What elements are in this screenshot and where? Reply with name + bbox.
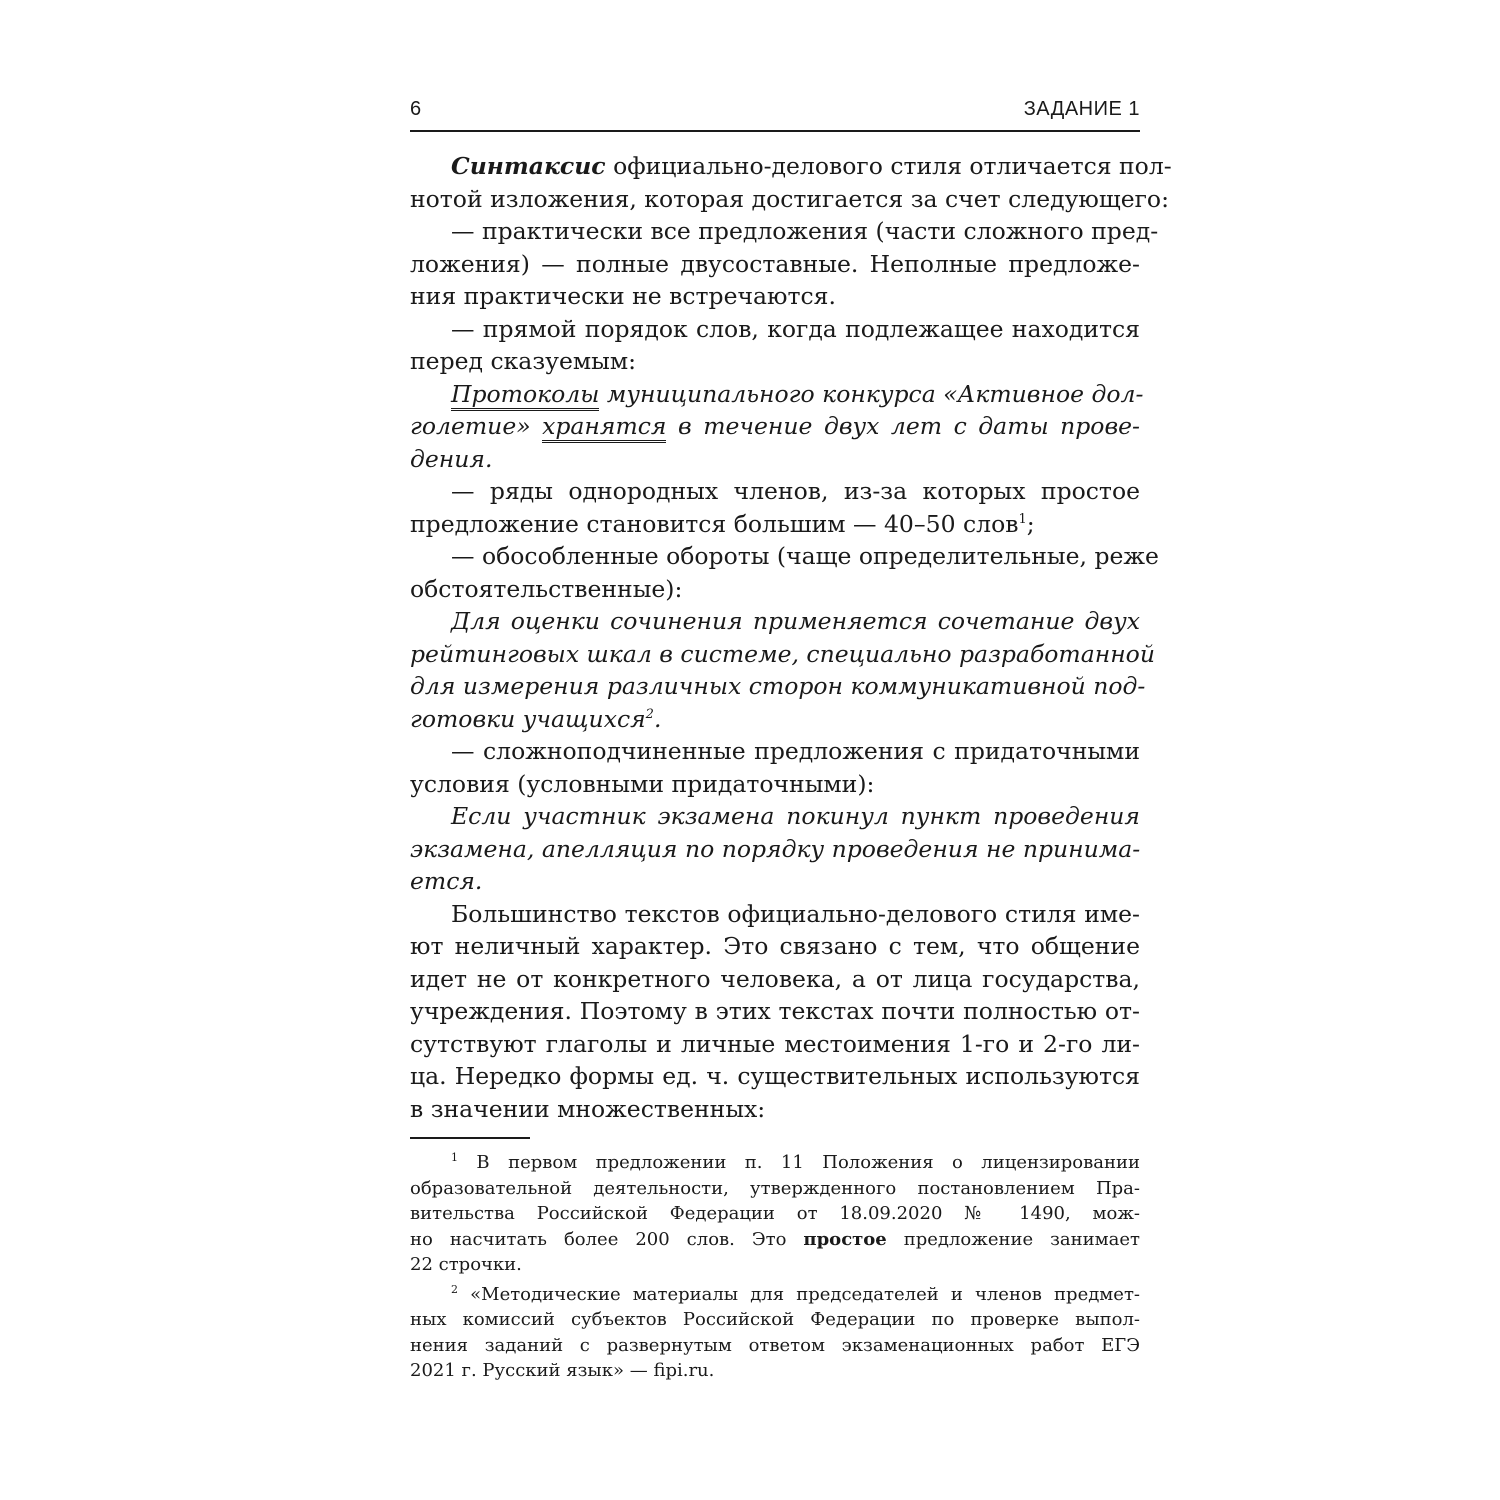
main-text xyxy=(410,150,1172,1125)
footnote-ref: 1 xyxy=(1018,511,1027,527)
text-fragment: в течение двух лет с даты прове- xyxy=(666,412,1140,440)
footnote-line xyxy=(410,1150,1140,1176)
text-fragment: «Методические материалы для председателей и членов предмет- xyxy=(458,1283,1140,1305)
underlined-predicate: хранятся xyxy=(542,412,666,443)
underlined-subject: Протоколы xyxy=(451,380,599,411)
example-line: дения. xyxy=(410,444,493,473)
text-line: условия (условными придаточными): xyxy=(410,769,875,798)
text-line: обстоятельственные): xyxy=(410,574,683,603)
text-line: нотой изложения, которая достигается за счет следующего: xyxy=(410,184,1169,213)
footnote-line xyxy=(410,1282,1140,1308)
example-line: рейтинговых шкал в системе, специально разработанной xyxy=(410,639,1155,668)
text-fragment: муниципального конкурса «Активное дол- xyxy=(599,379,1144,408)
footnote-divider xyxy=(410,1137,530,1139)
example-line xyxy=(410,703,1140,736)
text-fragment: готовки учащихся xyxy=(410,704,646,733)
footnote-line xyxy=(410,1227,1140,1253)
text-fragment: ; xyxy=(1026,509,1035,538)
text-line: — обособленные обороты (чаще определительные, реже xyxy=(451,542,1159,570)
bold-word: простое xyxy=(803,1228,887,1250)
text-fragment: но насчитать более 200 слов. Это xyxy=(410,1228,804,1250)
section-title: ЗАДАНИЕ 1 xyxy=(1023,98,1140,120)
text-line: сутствуют глаголы и личные местоимения 1-го и 2-го ли- xyxy=(410,1029,1140,1058)
text-line: — прямой порядок слов, когда подлежащее находится xyxy=(451,314,1140,343)
text-line: — практически все предложения (части сложного пред- xyxy=(451,217,1159,245)
text-line: ца. Нередко формы ед. ч. существительных используются xyxy=(410,1062,1140,1090)
text-line xyxy=(410,150,1172,183)
text-line: ложения) — полные двусоставные. Неполные предложе- xyxy=(410,249,1140,278)
example-line: Если участник экзамена покинул пункт проведения xyxy=(451,802,1140,830)
footnote-ref: 2 xyxy=(645,706,654,722)
footnote-line: ных комиссий субъектов Российской Федерации по проверке выпол- xyxy=(410,1309,1140,1330)
term-syntax: Синтаксис xyxy=(451,152,606,180)
text-fragment: В первом предложении п. 11 Положения о лицензировании xyxy=(458,1152,1140,1173)
text-fragment: предложение занимает xyxy=(886,1228,1140,1250)
example-line xyxy=(410,410,1140,443)
text-line: — сложноподчиненные предложения с придаточными xyxy=(451,737,1140,765)
text-line: в значении множественных: xyxy=(410,1094,766,1123)
text-line: ния практически не встречаются. xyxy=(410,282,836,310)
example-line: ется. xyxy=(410,867,483,895)
text-line: идет не от конкретного человека, а от лица государства, xyxy=(410,964,1140,993)
text-line xyxy=(410,508,1140,541)
text-line: Большинство текстов официально-делового стиля име- xyxy=(451,899,1140,928)
example-line xyxy=(410,378,1144,411)
footnote-line: 2021 г. Русский язык» — fipi.ru. xyxy=(410,1360,715,1381)
text-fragment: официально-делового стиля отличается пол- xyxy=(605,152,1172,180)
footnote-mark: 2 xyxy=(451,1282,458,1296)
text-line: перед сказуемым: xyxy=(410,347,637,375)
text-fragment: . xyxy=(653,704,662,733)
example-line: Для оценки сочинения применяется сочетание двух xyxy=(451,607,1140,635)
text-fragment: предложение становится большим — 40–50 слов xyxy=(410,509,1019,538)
page-header xyxy=(410,96,1140,132)
page-number: 6 xyxy=(410,98,422,120)
text-line: ют неличный характер. Это связано с тем, что общение xyxy=(410,932,1140,960)
example-line: экзамена, апелляция по порядку проведения не принима- xyxy=(410,834,1141,863)
footnote-line: образовательной деятельности, утвержденного постановлением Пра- xyxy=(410,1177,1140,1199)
text-fragment: голетие» xyxy=(410,412,543,440)
footnote-line: нения заданий с развернутым ответом экзаменационных работ ЕГЭ xyxy=(410,1334,1140,1356)
footnotes xyxy=(410,1150,1140,1384)
footnote-mark: 1 xyxy=(451,1151,458,1164)
footnote-line: вительства Российской Федерации от 18.09.2020 № 1490, мож- xyxy=(410,1203,1140,1224)
text-line: учреждения. Поэтому в этих текстах почти полностью от- xyxy=(410,997,1140,1025)
text-line: — ряды однородных членов, из-за которых простое xyxy=(451,477,1140,505)
footnote-line: 22 строчки. xyxy=(410,1254,522,1275)
example-line: для измерения различных сторон коммуникативной под- xyxy=(410,672,1146,700)
